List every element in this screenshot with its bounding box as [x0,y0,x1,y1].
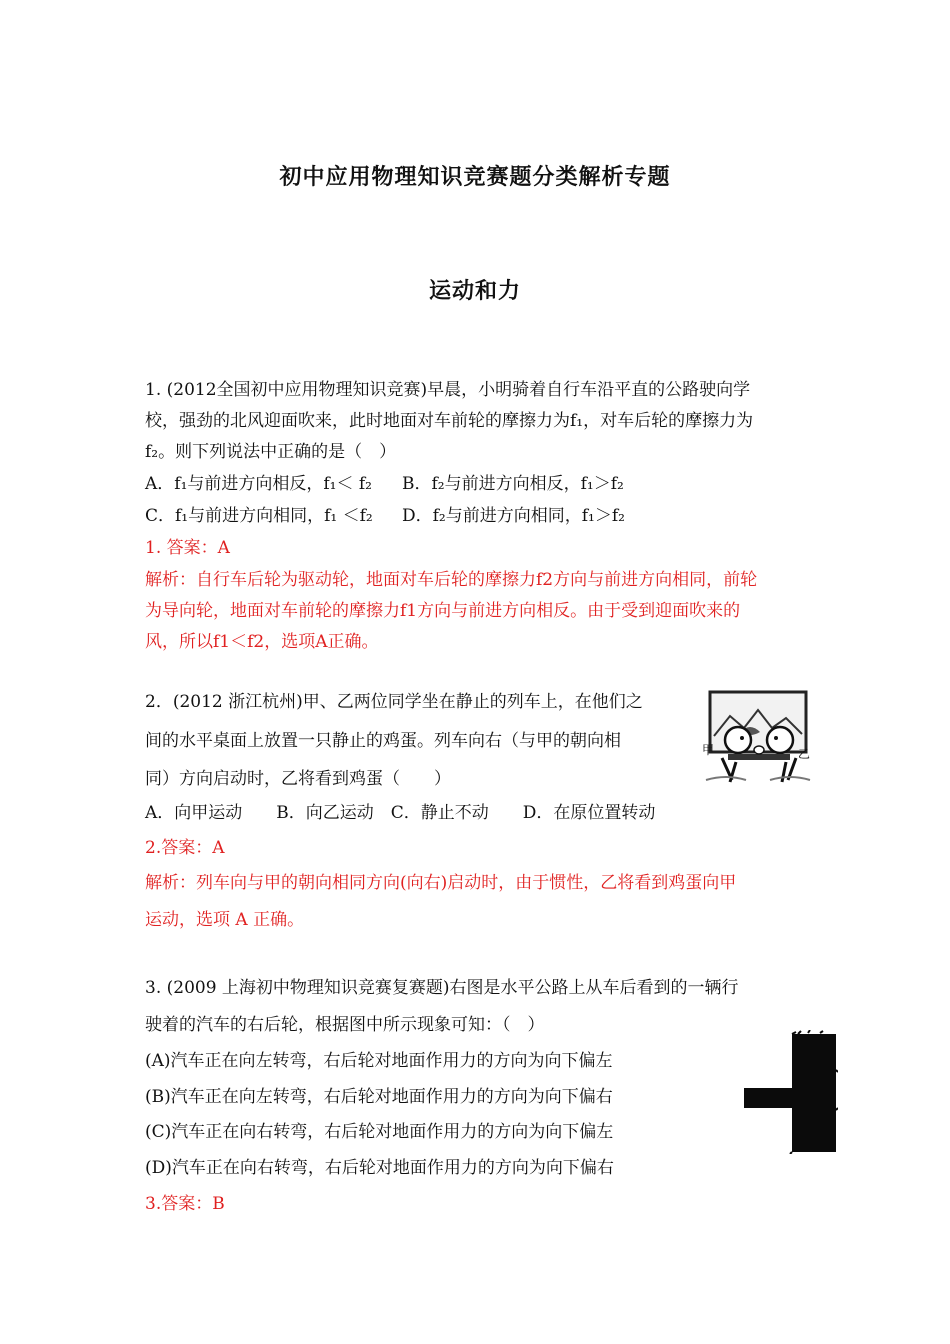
q1-stem-line-3: f₂。则下列说法中正确的是（ ） [145,442,397,462]
label-jia: 甲 [702,743,715,757]
seats [706,777,810,780]
q2-analysis-line-1: 解析：列车向与甲的朝向相同方向(向右)启动时，由于惯性，乙将看到鸡蛋向甲 [145,873,737,893]
q1-analysis-line-3: 风，所以f1＜f2，选项A正确。 [145,632,379,652]
q1-option-a: A．f₁与前进方向相反，f₁＜ f₂ [145,474,373,494]
q2-stem-line-3: 同）方向启动时，乙将看到鸡蛋（ ） [145,769,451,789]
rear-wheel-illustration [738,1030,838,1154]
q1-stem-line-2: 校，强劲的北风迎面吹来，此时地面对车前轮的摩擦力为f₁，对车后轮的摩擦力为 [145,411,754,431]
q1-option-d: D．f₂与前进方向相同，f₁＞f₂ [402,506,625,526]
q1-analysis-line-2: 为导向轮，地面对车前轮的摩擦力f1方向与前进方向相反。由于受到迎面吹来的 [145,601,741,621]
q3-option-c: (C)汽车正在向右转弯，右后轮对地面作用力的方向为向下偏左 [145,1122,614,1142]
train-students-illustration [700,688,812,788]
q1-option-c: C．f₁与前进方向相同，f₁ ＜f₂ [145,506,373,526]
q3-option-d: (D)汽车正在向右转弯，右后轮对地面作用力的方向为向下偏右 [145,1158,614,1178]
student-yi-head [767,727,793,753]
axle [744,1088,796,1108]
q1-answer: 1. 答案：A [145,538,230,558]
q3-stem-line-1: 3. (2009 上海初中物理知识竞赛复赛题)右图是水平公路上从车后看到的一辆行 [145,978,739,998]
q2-options: A．向甲运动 B．向乙运动 C．静止不动 D．在原位置转动 [145,803,656,823]
q1-analysis-line-1: 解析：自行车后轮为驱动轮，地面对车后轮的摩擦力f2方向与前进方向相同，前轮 [145,570,758,590]
wheel-tire [792,1034,836,1152]
q2-stem-line-1: 2．(2012 浙江杭州)甲、乙两位同学坐在静止的列车上，在他们之 [145,692,643,712]
q1-option-b: B．f₂与前进方向相反，f₁＞f₂ [402,474,624,494]
student-legs [722,758,796,782]
section-title: 运动和力 [428,278,521,304]
q3-stem-line-2: 驶着的汽车的右后轮，根据图中所示现象可知：（ ） [145,1015,545,1035]
q3-answer: 3.答案：B [145,1194,225,1214]
q2-answer: 2.答案：A [145,838,225,858]
q2-stem-line-2: 间的水平桌面上放置一只静止的鸡蛋。列车向右（与甲的朝向相 [145,731,621,751]
q3-option-b: (B)汽车正在向左转弯，右后轮对地面作用力的方向为向下偏右 [145,1087,613,1107]
student-yi-eye [774,736,778,740]
egg [754,746,764,754]
q1-stem-line-1: 1. (2012全国初中应用物理知识竞赛)早晨，小明骑着自行车沿平直的公路驶向学 [145,380,751,400]
student-jia-head [725,727,751,753]
table-top [728,754,790,760]
q3-option-a: (A)汽车正在向左转弯，右后轮对地面作用力的方向为向下偏左 [145,1051,613,1071]
student-jia-eye [740,736,744,740]
q2-analysis-line-2: 运动，选项 A 正确。 [145,910,305,930]
label-yi: 乙 [798,747,811,761]
page-title: 初中应用物理知识竞赛题分类解析专题 [279,164,671,190]
